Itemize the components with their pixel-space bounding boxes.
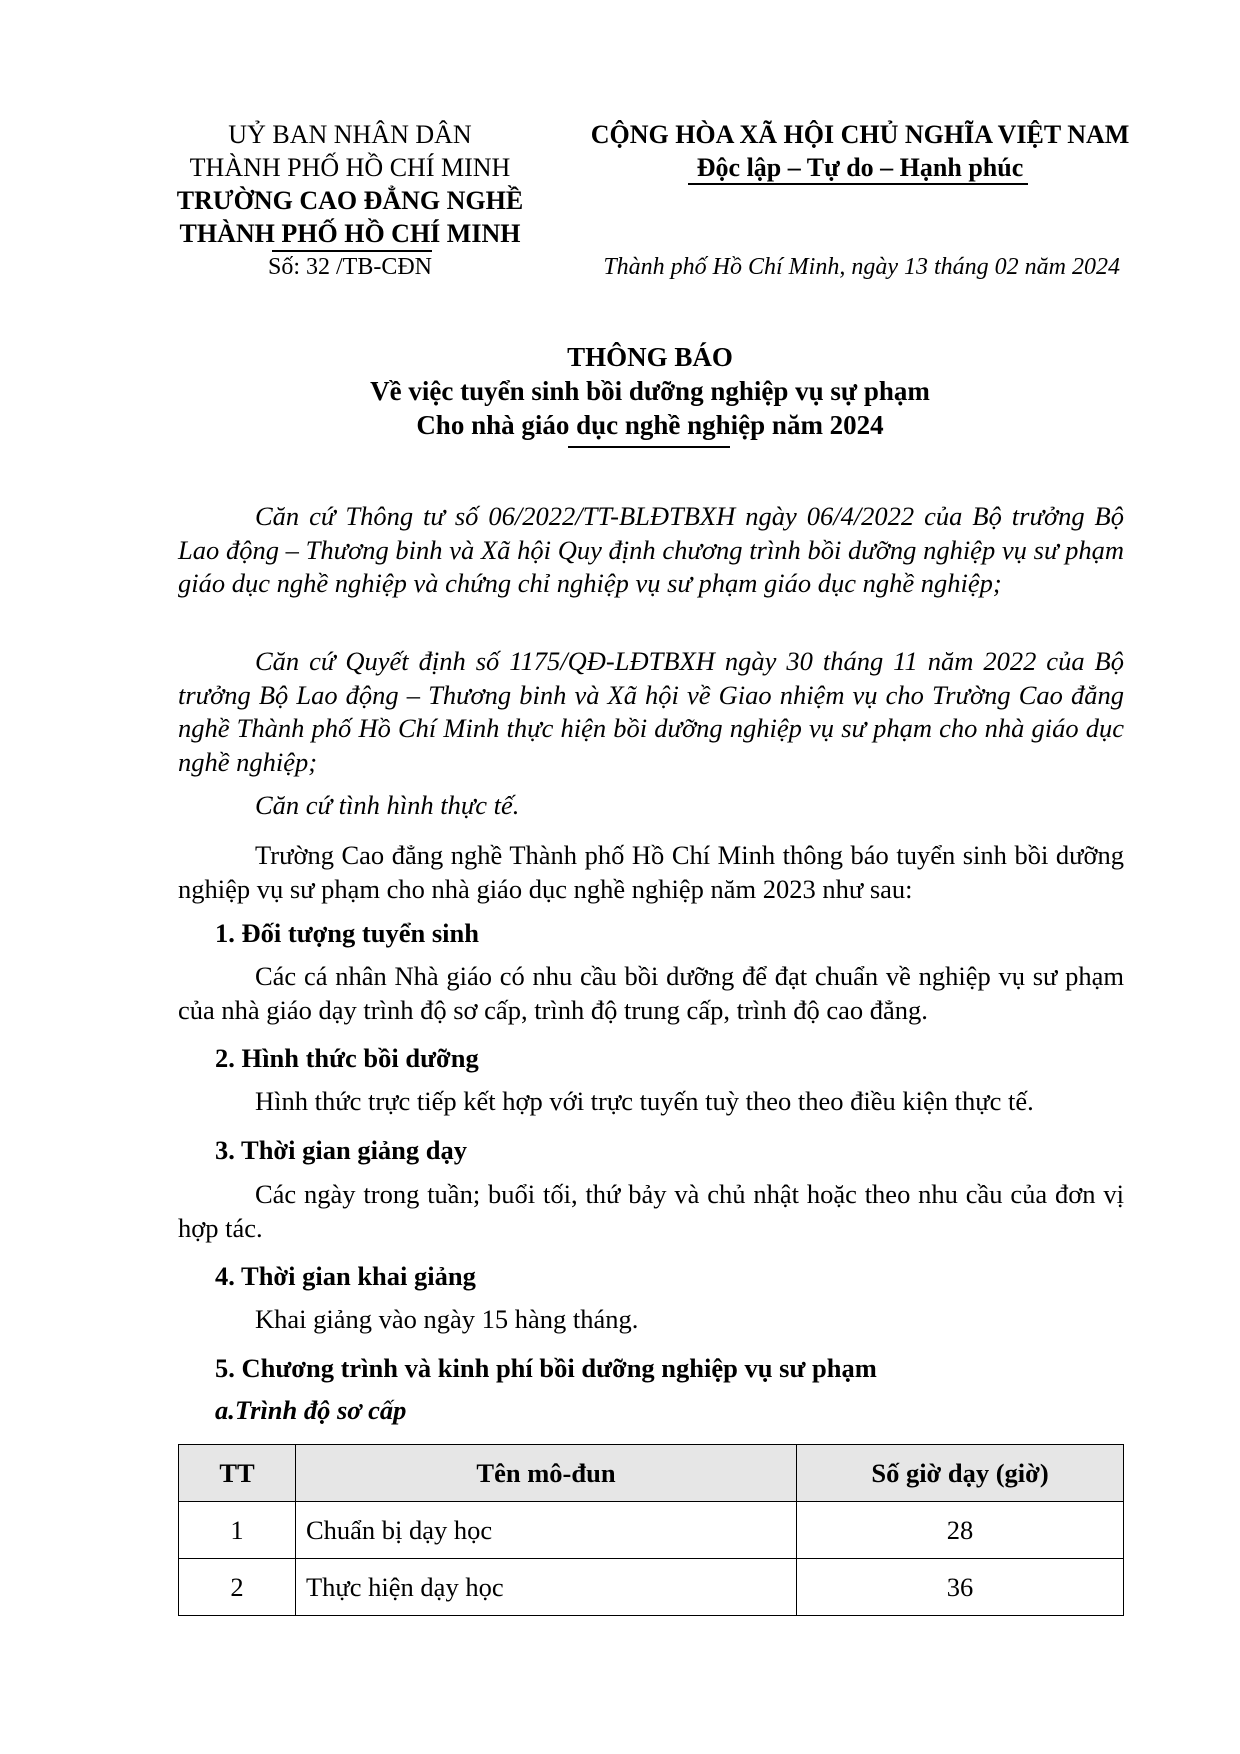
column-header-tt: TT — [179, 1445, 296, 1502]
section-2-heading: 2. Hình thức bồi dưỡng — [215, 1043, 479, 1073]
table-row — [179, 1502, 1124, 1559]
row-number: 2 — [179, 1559, 296, 1616]
table-header-row — [179, 1445, 1124, 1502]
agency-line-3: TRƯỜNG CAO ĐẲNG NGHỀ — [176, 186, 524, 215]
subsection-a-heading: a.Trình độ sơ cấp — [215, 1395, 407, 1425]
agency-line-1: UỶ BAN NHÂN DÂN — [228, 120, 472, 149]
column-header-hours: Số giờ dạy (giờ) — [797, 1445, 1124, 1502]
title-underline — [568, 446, 730, 448]
national-motto-block — [560, 118, 1160, 184]
module-hours: 28 — [797, 1502, 1124, 1559]
legal-basis-2: Căn cứ Quyết định số 1175/QĐ-LĐTBXH ngày 30 tháng 11 năm 2022 của Bộ trưởng Bộ Lao động – Thương binh và Xã hội về Giao nhiệm vụ cho Trường Cao đẳng nghề Thành phố Hồ Chí Minh thực hiện bồi dưỡng nghiệp vụ sư phạm cho nhà giáo dục nghề nghiệp; — [178, 646, 1124, 777]
section-2-body: Hình thức trực tiếp kết hợp với trực tuyến tuỳ theo theo điều kiện thực tế. — [255, 1086, 1034, 1116]
section-1-body: Các cá nhân Nhà giáo có nhu cầu bồi dưỡng để đạt chuẩn về nghiệp vụ sư phạm của nhà giáo dạy trình độ sơ cấp, trình độ trung cấp, trình độ cao đẳng. — [178, 961, 1124, 1025]
section-4-heading: 4. Thời gian khai giảng — [215, 1261, 476, 1291]
module-name: Thực hiện dạy học — [296, 1559, 797, 1616]
place-and-date: Thành phố Hồ Chí Minh, ngày 13 tháng 02 năm 2024 — [603, 254, 1120, 280]
module-hours: 36 — [797, 1559, 1124, 1616]
intro-paragraph: Trường Cao đẳng nghề Thành phố Hồ Chí Minh thông báo tuyển sinh bồi dưỡng nghiệp vụ sư phạm cho nhà giáo dục nghề nghiệp năm 2023 như sau: — [178, 840, 1124, 904]
document-subtitle-1: Về việc tuyển sinh bồi dưỡng nghiệp vụ sự phạm — [370, 376, 930, 406]
legal-basis-3: Căn cứ tình hình thực tế. — [255, 790, 520, 820]
issuing-agency-block — [160, 118, 540, 250]
table-row — [179, 1559, 1124, 1616]
section-3-body: Các ngày trong tuần; buổi tối, thứ bảy và chủ nhật hoặc theo nhu cầu của đơn vị hợp tác. — [178, 1179, 1124, 1243]
section-3-heading: 3. Thời gian giảng dạy — [215, 1135, 468, 1165]
module-name: Chuẩn bị dạy học — [296, 1502, 797, 1559]
agency-underline — [272, 250, 432, 252]
document-subtitle-2: Cho nhà giáo dục nghề nghiệp năm 2024 — [416, 410, 884, 440]
motto: Độc lập – Tự do – Hạnh phúc — [696, 153, 1024, 182]
legal-basis-1: Căn cứ Thông tư số 06/2022/TT-BLĐTBXH ngày 06/4/2022 của Bộ trưởng Bộ Lao động – Thương binh và Xã hội Quy định chương trình bồi dưỡng nghiệp vụ sư phạm giáo dục nghề nghiệp và chứng chỉ nghiệp vụ sư phạm giáo dục nghề nghiệp; — [178, 501, 1124, 598]
agency-line-4: THÀNH PHỐ HỒ CHÍ MINH — [179, 219, 521, 248]
section-5-heading: 5. Chương trình và kinh phí bồi dưỡng nghiệp vụ sư phạm — [215, 1353, 877, 1383]
module-hours-table — [178, 1444, 1124, 1616]
document-title: THÔNG BÁO — [567, 342, 733, 372]
agency-line-2: THÀNH PHỐ HỒ CHÍ MINH — [189, 153, 511, 182]
column-header-module-name: Tên mô-đun — [296, 1445, 797, 1502]
country-name: CỘNG HÒA XÃ HỘI CHỦ NGHĨA VIỆT NAM — [590, 120, 1130, 149]
motto-underline — [688, 183, 1028, 185]
row-number: 1 — [179, 1502, 296, 1559]
document-number: Số: 32 /TB-CĐN — [267, 254, 432, 280]
section-1-heading: 1. Đối tượng tuyển sinh — [215, 918, 479, 948]
section-4-body: Khai giảng vào ngày 15 hàng tháng. — [255, 1304, 639, 1334]
